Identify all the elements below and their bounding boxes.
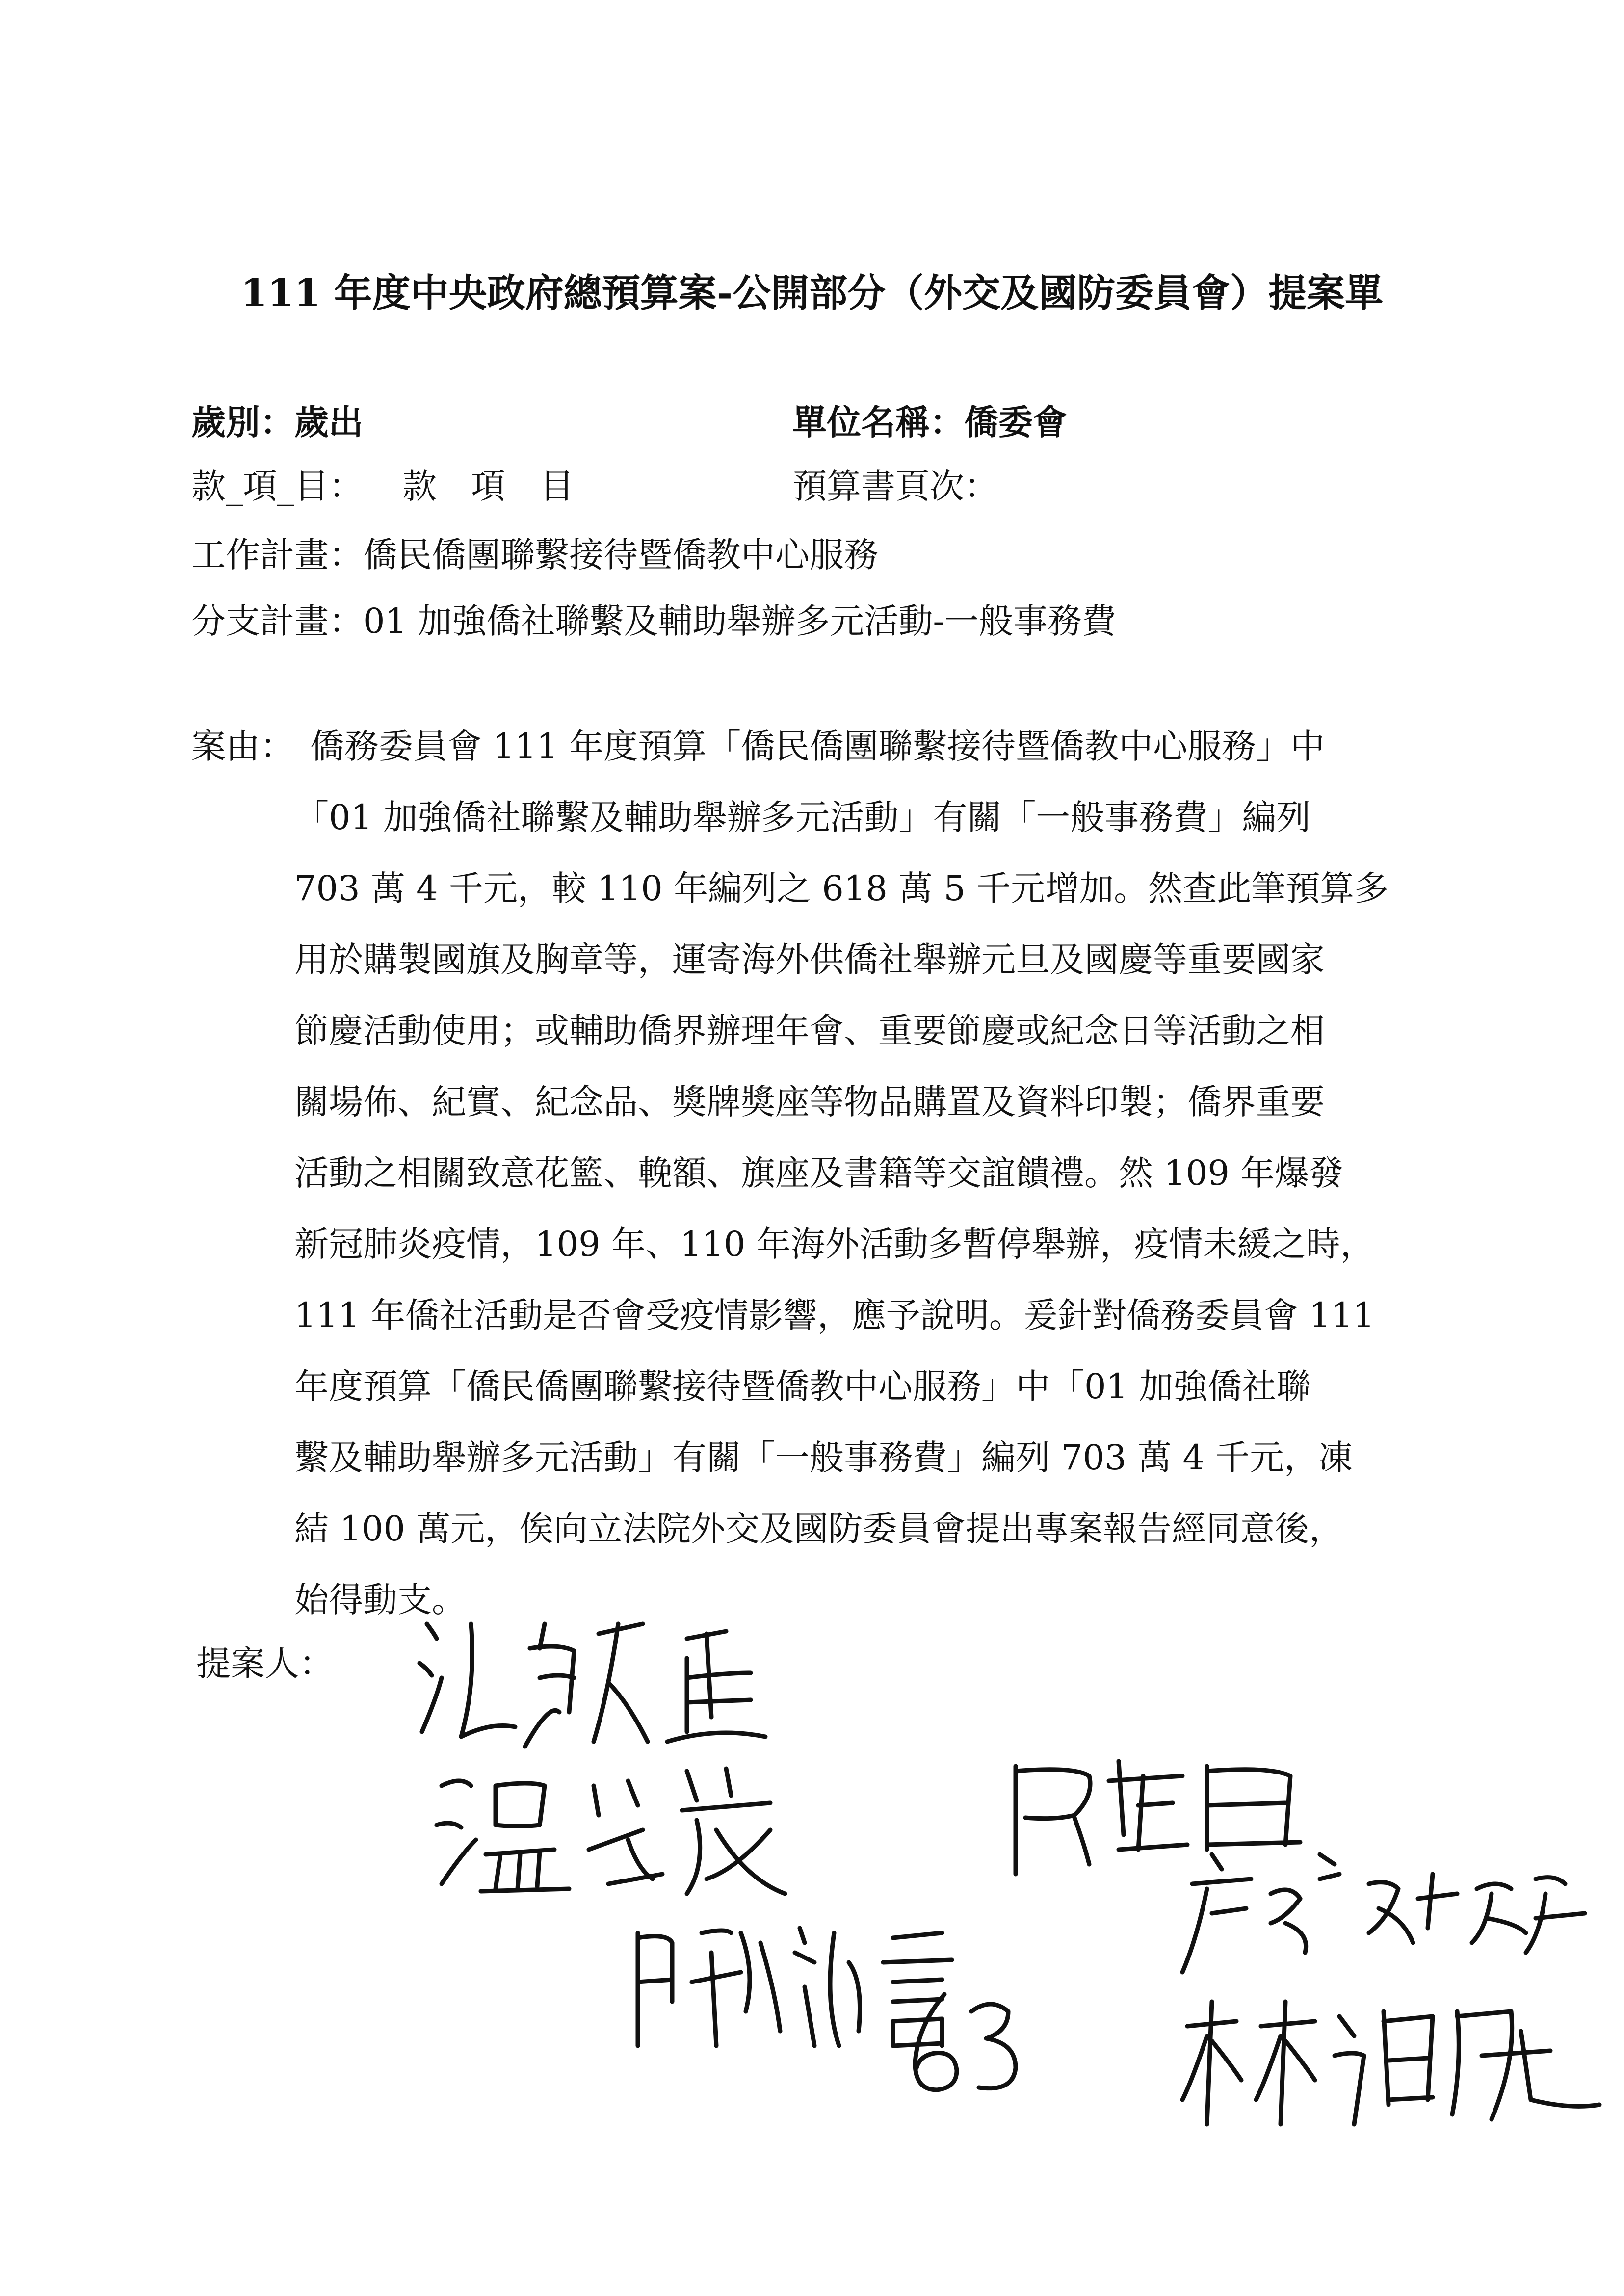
case-text-line: 活動之相關致意花籃、輓額、旗座及書籍等交誼饋禮。然 109 年爆發 xyxy=(294,1153,1344,1193)
sub-plan: 分支計畫：01 加強僑社聯繫及輔助舉辦多元活動-一般事務費 xyxy=(191,601,1116,641)
unit-name: 單位名稱：僑委會 xyxy=(792,402,1067,443)
signature-6 xyxy=(1178,1982,1619,2129)
document-title: 111 年度中央政府總預算案-公開部分（外交及國防委員會）提案單 xyxy=(240,271,1384,315)
case-text-line: 僑務委員會 111 年度預算「僑民僑團聯繫接待暨僑教中心服務」中 xyxy=(310,726,1325,766)
case-text-line: 用於購製國旗及胸章等，運寄海外供僑社舉辦元旦及國慶等重要國家 xyxy=(294,939,1325,980)
signature-5 xyxy=(1173,1835,1604,1982)
case-text-line: 節慶活動使用；或輔助僑界辦理年會、重要節慶或紀念日等活動之相 xyxy=(294,1011,1325,1051)
case-text-line: 703 萬 4 千元，較 110 年編列之 618 萬 5 千元增加。然查此筆預算多 xyxy=(294,868,1389,909)
signature-1 xyxy=(412,1604,854,1751)
case-text-line: 年度預算「僑民僑團聯繫接待暨僑教中心服務」中「01 加強僑社聯 xyxy=(294,1366,1311,1407)
case-label: 案由： xyxy=(191,726,294,766)
page-number-63 xyxy=(898,1982,1025,2100)
case-text-line: 關場佈、紀實、紀念品、獎牌獎座等物品購置及資料印製；僑界重要 xyxy=(294,1082,1325,1122)
case-text-line: 結 100 萬元，俟向立法院外交及國防委員會提出專案報告經同意後， xyxy=(294,1509,1344,1549)
item-value: 款 項 目 xyxy=(402,466,574,506)
work-plan: 工作計畫：僑民僑團聯繫接待暨僑教中心服務 xyxy=(191,535,878,575)
budget-category: 歲別：歲出 xyxy=(191,402,363,443)
case-text-line: 始得動支。 xyxy=(294,1580,466,1620)
case-text-line: 「01 加強僑社聯繫及輔助舉辦多元活動」有關「一般事務費」編列 xyxy=(294,797,1311,837)
case-text-line: 新冠肺炎疫情，109 年、110 年海外活動多暫停舉辦，疫情未緩之時， xyxy=(294,1224,1375,1264)
signature-2 xyxy=(432,1756,814,1904)
item-label: 款_項_目： xyxy=(191,466,363,506)
proposer-label: 提案人： xyxy=(196,1644,334,1684)
case-text-line: 111 年僑社活動是否會受疫情影響，應予說明。爰針對僑務委員會 111 xyxy=(294,1295,1375,1335)
case-text-line: 繫及輔助舉辦多元活動」有關「一般事務費」編列 703 萬 4 千元，凍 xyxy=(294,1437,1353,1478)
page-reference: 預算書頁次： xyxy=(792,466,998,506)
